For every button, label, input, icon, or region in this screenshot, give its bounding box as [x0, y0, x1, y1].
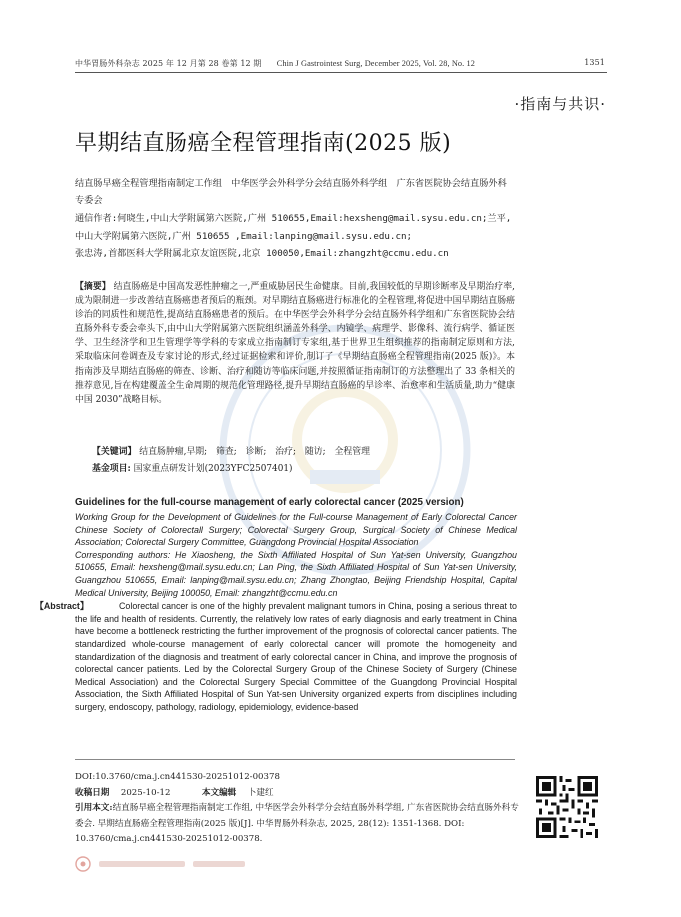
- abstract-cn-text: 结直肠癌是中国高发恶性肿瘤之一,严重威胁居民生命健康。目前,我国较低的早期诊断率及早期治疗率,成为限制进一步改善结直肠癌患者预后的瓶颈。对早期结直肠癌进行标准化的全程管理,将促进中国早期结直肠癌诊治的同质性和规范性,提高结直肠癌患者的预后。在中华医学会外科学分会结直肠外科学组和广东省医院协会结直肠外科专委会牵头下,由中山大学附属第六医院组织涵盖外科学、内镜学、病理学、影像科、流行病学、循证医学、卫生经济学和卫生管理学等学科的专家成立指南制订专家组,基于世界卫生组织推荐的指南制定原则和方法,采取临床问卷调查及专家讨论的形式,经过证据检索和评价,制订了《早期结直肠癌全程管理指南(2025 版)》。本指南涉及早期结直肠癌的筛查、诊断、治疗和随访等临床问题,并按照循证指南制订的方法整理出了 33 条相关的推荐意见,旨在构建覆盖全生命周期的规范化管理路径,提升早期结直肠癌的早诊率、治愈率和生活质量,助力“健康中国 2030”战略目标。: [75, 282, 515, 405]
- english-authors: Working Group for the Development of Guidelines for the Full-course Management of Early Colorectal Cancer Chinese Society of Colorectall Surgery; Colorectal Surgery Group, Surgical Society of Chinese Medical Association; Colorectal Surgery Committee, Guangdong Provincial Hospital Association: [75, 512, 517, 548]
- publisher-logo-icon: [75, 856, 91, 872]
- funding-cn: [92, 461, 515, 474]
- corresponding-authors-cn: [75, 210, 515, 263]
- page-number: 1351: [584, 58, 605, 67]
- header-rule: [75, 72, 607, 73]
- received-line: [75, 786, 519, 802]
- journal-en: Chin J Gastrointest Surg, December 2025, Vol. 28, No. 12: [276, 59, 476, 68]
- footer-info: [75, 770, 519, 848]
- citation-text: 结直肠早癌全程管理指南制定工作组, 中华医学会外科学分会结直肠外科学组, 广东省医院协会结直肠外科专委会. 早期结直肠癌全程管理指南(2025 版)[J]. 中华胃肠外科杂志, 2025, 28(12): 1351-1368. DOI: 10.3760/cma.j.cn441530-20251012-00378.: [75, 803, 519, 844]
- publisher-logo-wordmark: [99, 861, 185, 867]
- qr-code-icon: [536, 776, 598, 838]
- english-abstract-text: Colorectal cancer is one of the highly prevalent malignant tumors in China, posing a serious threat to the life and health of residents. Currently, the relatively low rates of early diagnosis and early treatment in China have become a bottleneck restricting the further improvement of the prognosis of colorectal cancer patients. The standardized whole-course management of early colorectal cancer will promote the homogeneity and standardization of the diagnosis and treatment of early colorectal cancer in China, and improve the prognosis of colorectal cancer patients. Led by the Colorectal Surgery Group of the Chinese Society of Surgery (Chinese Medical Association) and the Colorectal Surgery Special Committee of the Guangdong Provincial Hospital Association, the Sixth Affiliated Hospital of Sun Yat-sen University organized experts from disciplines including surgery, endoscopy, pathology, radiology, epidemiology, evidence-based: [75, 601, 517, 712]
- funding-cn-text: 国家重点研发计划(2023YFC2507401): [133, 464, 293, 474]
- publisher-logo-wordmark: [193, 861, 245, 867]
- corresponding-line: 张忠涛,首都医科大学附属北京友谊医院,北京 100050,Email:zhangzht@ccmu.edu.cn: [75, 248, 449, 259]
- received-label: 收稿日期: [75, 787, 110, 798]
- english-block: [35, 496, 517, 714]
- footer-rule: [75, 759, 515, 760]
- keywords-cn-label: 【关键词】: [92, 447, 137, 457]
- editor-label: 本文编辑: [201, 787, 237, 798]
- journal-cn: 中华胃肠外科杂志 2025 年 12 月第 28 卷第 12 期: [75, 59, 262, 68]
- editor-name: 卜建红: [247, 787, 274, 798]
- running-head: [75, 58, 605, 69]
- publisher-logo: [75, 856, 325, 872]
- keywords-cn: [92, 444, 515, 457]
- abstract-cn-label: 【摘要】: [75, 282, 111, 292]
- english-corresponding: Corresponding authors: He Xiaosheng, the Sixth Affiliated Hospital of Sun Yat-sen University, Guangzhou 510655, Email: hexsheng@mail.sysu.edu.cn; Lan Ping, the Sixth Affiliated Hospital of Sun Yat-sen University, Guangzhou 510655, Email: lanping@mail.sysu.edu.cn; Zhang Zhongtao, Beijing Friendship Hospital, Capital Medical University, Beijing 100050, Email: zhangzht@ccmu.edu.cn: [75, 549, 517, 598]
- english-title: Guidelines for the full-course management of early colorectal cancer (2025 version): [75, 497, 464, 508]
- funding-cn-label: 基金项目:: [92, 464, 131, 474]
- authors-cn: 结直肠早癌全程管理指南制定工作组 中华医学会外科学分会结直肠外科学组 广东省医院协会结直肠外科专委会: [75, 178, 507, 206]
- received-date: 2025-10-12: [120, 787, 171, 798]
- article-title: 早期结直肠癌全程管理指南(2025 版): [75, 131, 452, 156]
- section-label: ·指南与共识·: [514, 95, 606, 113]
- citation-label: 引用本文:: [75, 803, 113, 813]
- doi-line: [75, 770, 519, 786]
- abstract-cn: [75, 280, 515, 407]
- english-abstract-label: 【Abstract】: [35, 601, 89, 612]
- corresponding-line: 通信作者:何晓生,中山大学附属第六医院,广州 510655,Email:hexsheng@mail.sysu.edu.cn;兰平,中山大学附属第六医院,广州 510655 ,Email:lanping@mail.sysu.edu.cn;: [75, 213, 512, 242]
- keywords-cn-text: 结直肠肿瘤,早期; 筛查; 诊断; 治疗; 随访; 全程管理: [139, 447, 370, 457]
- english-abstract: [35, 600, 517, 713]
- doi: DOI:10.3760/cma.j.cn441530-20251012-00378: [75, 772, 280, 782]
- citation-line: [75, 801, 519, 848]
